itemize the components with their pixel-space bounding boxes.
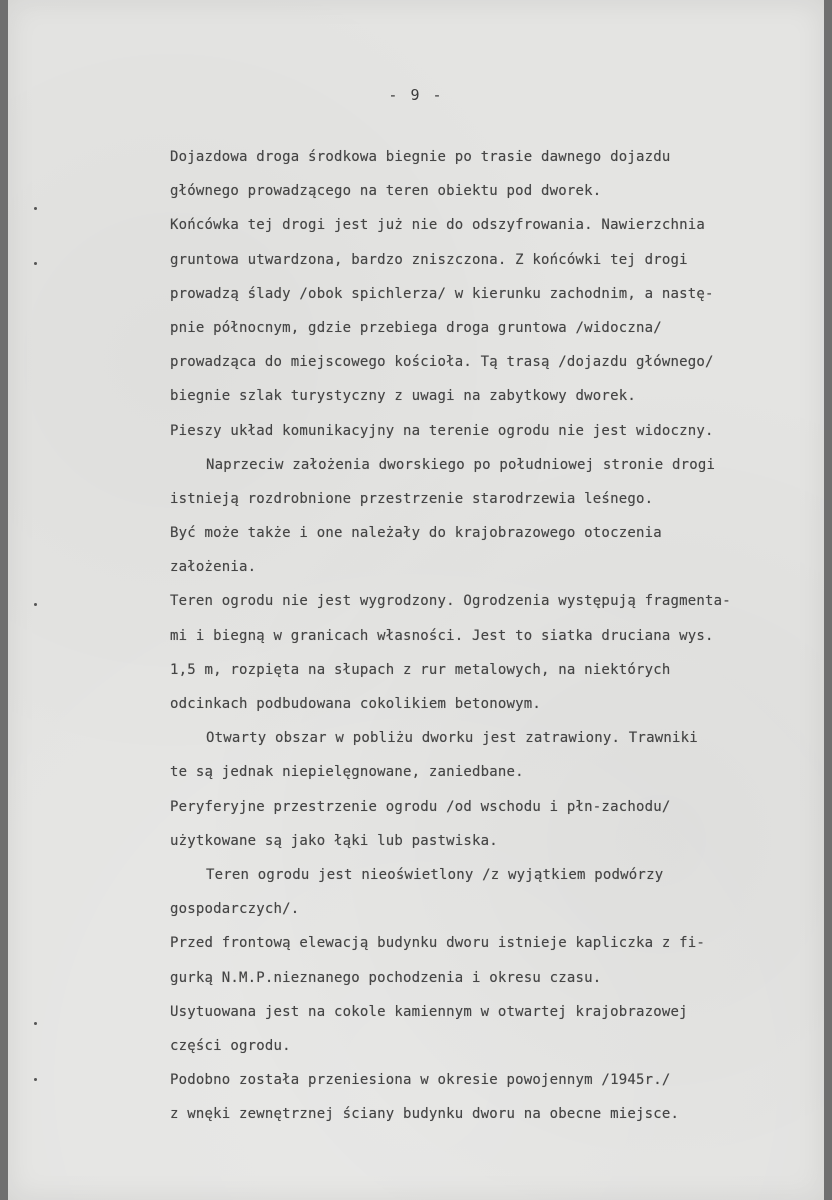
text-line: z wnęki zewnętrznej ściany budynku dworu na obecne miejsce. [170, 1106, 680, 1123]
text-line: prowadząca do miejscowego kościoła. Tą trasą /dojazdu głównego/ [170, 354, 714, 371]
text-line: Dojazdowa droga środkowa biegnie po trasie dawnego dojazdu [170, 149, 671, 165]
text-line: istnieją rozdrobnione przestrzenie starodrzewia leśnego. [170, 490, 654, 507]
text-line: Peryferyjne przestrzenie ogrodu /od wschodu i płn-zachodu/ [170, 798, 671, 815]
text-line: pnie północnym, gdzie przebiega droga gruntowa /widoczna/ [170, 319, 662, 336]
text-line: użytkowane są jako łąki lub pastwiska. [170, 832, 498, 849]
text-line: Końcówka tej drogi jest już nie do odszyfrowania. Nawierzchnia [170, 217, 705, 234]
text-line: Otwarty obszar w pobliżu dworku jest zatrawiony. Trawniki [206, 730, 698, 747]
margin-mark [34, 1022, 37, 1025]
text-line: prowadzą ślady /obok spichlerza/ w kierunku zachodnim, a nastę- [170, 285, 714, 302]
margin-mark [34, 262, 37, 265]
page-number: - 9 - [388, 86, 444, 104]
text-line: Teren ogrodu jest nieoświetlony /z wyjątkiem podwórzy [206, 866, 664, 883]
text-line: Usytuowana jest na cokole kamiennym w otwartej krajobrazowej [170, 1003, 688, 1020]
text-line: gospodarczych/. [170, 901, 300, 918]
text-line: założenia. [170, 559, 257, 576]
text-line: części ogrodu. [170, 1037, 291, 1054]
text-line: Naprzeciw założenia dworskiego po południowej stronie drogi [206, 456, 716, 473]
text-line: biegnie szlak turystyczny z uwagi na zabytkowy dworek. [170, 388, 636, 405]
text-line: mi i biegną w granicach własności. Jest to siatka druciana wys. [170, 627, 714, 644]
text-line: Teren ogrodu nie jest wygrodzony. Ogrodzenia występują fragmenta- [170, 593, 731, 610]
text-line: głównego prowadzącego na teren obiektu pod dworek. [170, 183, 602, 200]
margin-mark [34, 603, 37, 606]
margin-mark [34, 1078, 37, 1081]
text-line: Przed frontową elewacją budynku dworu istnieje kapliczka z fi- [170, 935, 705, 952]
body-text [170, 140, 830, 1131]
text-line: Być może także i one należały do krajobrazowego otoczenia [170, 525, 662, 542]
margin-mark [34, 207, 37, 210]
text-line: Pieszy układ komunikacyjny na terenie ogrodu nie jest widoczny. [170, 422, 714, 439]
document-page [8, 0, 824, 1200]
text-line: 1,5 m, rozpięta na słupach z rur metalowych, na niektórych [170, 661, 671, 678]
text-line: gruntowa utwardzona, bardzo zniszczona. Z końcówki tej drogi [170, 251, 688, 268]
text-line: odcinkach podbudowana cokolikiem betonowym. [170, 696, 542, 712]
text-line: gurką N.M.P.nieznanego pochodzenia i okresu czasu. [170, 969, 602, 986]
text-line: te są jednak niepielęgnowane, zaniedbane. [170, 764, 524, 781]
text-line: Podobno została przeniesiona w okresie powojennym /1945r./ [170, 1072, 671, 1089]
